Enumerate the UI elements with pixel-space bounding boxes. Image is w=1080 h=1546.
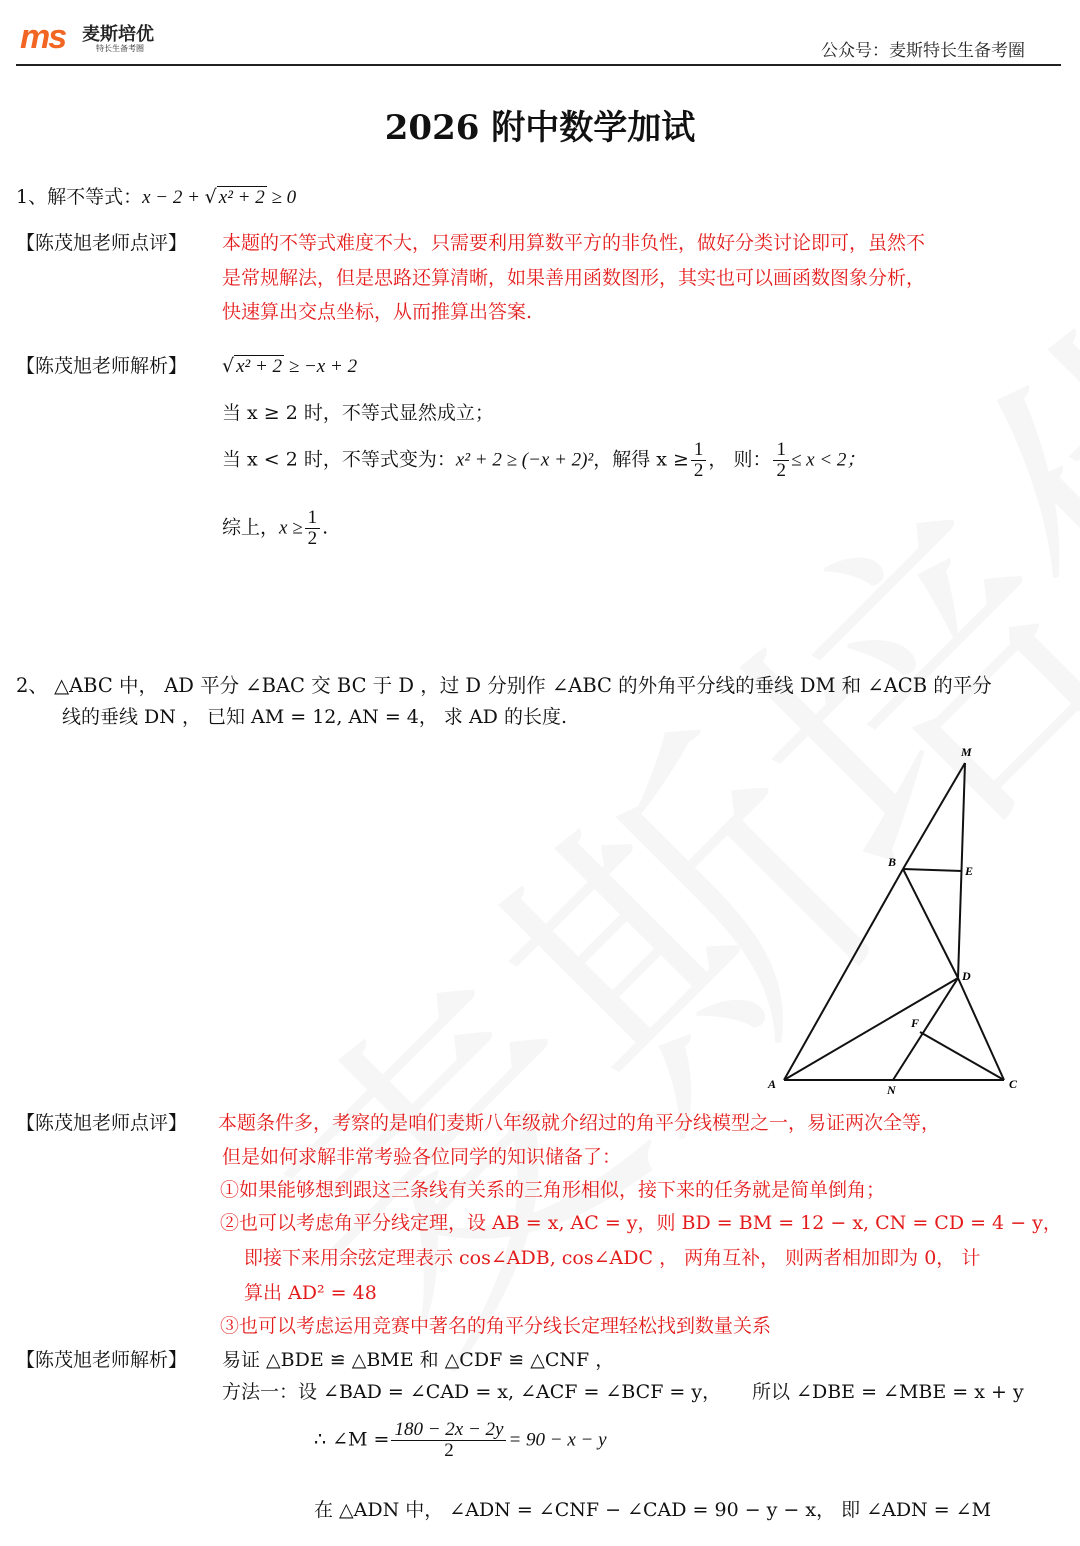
q2-sol-line2b: 所以 ∠DBE = ∠MBE = x + y xyxy=(752,1381,1024,1403)
frac-den: 2 xyxy=(307,527,318,549)
q1-sol-sqrt: x² + 2 xyxy=(236,356,283,377)
q2-sol-line2a: 方法一：设 ∠BAD = ∠CAD = x, ∠ACF = ∠BCF = y， xyxy=(222,1381,722,1403)
segment-be xyxy=(903,869,962,871)
sqrt-icon: √ xyxy=(222,355,235,377)
segment-fc xyxy=(920,1032,1004,1080)
q1-sol3-b: x² + 2 ≥ (−x + 2)² xyxy=(455,449,594,471)
fraction xyxy=(691,440,707,481)
frac-den: 2 xyxy=(444,1439,454,1461)
logo-subtitle: 特长生备考圈 xyxy=(96,44,144,53)
segment-ab xyxy=(784,869,903,1080)
q1-sol-line1 xyxy=(222,357,357,376)
q1-sol-rest: ≥ −x + 2 xyxy=(284,356,358,377)
frac-num: 1 xyxy=(691,440,707,461)
q1-sol-line4 xyxy=(222,508,328,549)
frac-den: 2 xyxy=(776,459,786,481)
q1-comment-tag: 【陈茂旭老师点评】 xyxy=(16,232,188,254)
frac-num: 1 xyxy=(305,508,321,529)
q2-comment-line: 本题条件多，考察的是咱们麦斯八年级就介绍过的角平分线模型之一，易证两次全等， xyxy=(218,1112,941,1134)
q2-comment-line: 但是如何求解非常考验各位同学的知识储备了： xyxy=(222,1146,622,1168)
label-d: D xyxy=(962,969,971,983)
page-title: 2026 附中数学加试 xyxy=(384,108,696,148)
q2-sol3-b: = 90 − x − y xyxy=(508,1429,607,1451)
q2-sol3-a: ∴ ∠M = xyxy=(314,1428,390,1451)
q2-comment-line: ①如果能够想到跟这三条线有关系的三角形相似，接下来的任务就是简单倒角； xyxy=(220,1179,886,1201)
fraction xyxy=(773,440,789,481)
fraction xyxy=(391,1420,506,1461)
q1-sol4-c: . xyxy=(322,516,329,539)
q2-comment-line: ③也可以考虑运用竞赛中著名的角平分线长定理轻松找到数量关系 xyxy=(220,1315,772,1337)
frac-den: 2 xyxy=(693,459,704,481)
header-account: 公众号：麦斯特长生备考圈 xyxy=(821,41,1025,61)
label-b: B xyxy=(888,855,897,869)
q2-comment-line: 算出 AD² = 48 xyxy=(244,1282,377,1304)
q1-expr-b: ≥ 0 xyxy=(266,187,297,208)
q1-sol-line3 xyxy=(222,440,865,481)
label-m: M xyxy=(961,745,972,759)
label-f: F xyxy=(911,1016,920,1030)
q1-solution-tag: 【陈茂旭老师解析】 xyxy=(16,355,188,377)
logo-name: 麦斯培优 xyxy=(82,24,154,45)
segment-bd xyxy=(903,869,958,978)
q1-sol-line2: 当 x ≥ 2 时，不等式显然成立； xyxy=(222,402,494,424)
q1-sol3-d: ， 则： xyxy=(708,448,772,471)
q2-solution-tag: 【陈茂旭老师解析】 xyxy=(16,1349,188,1371)
segment-ad xyxy=(784,978,958,1080)
q2-sol-line1: 易证 △BDE ≌ △BME 和 △CDF ≌ △CNF ， xyxy=(222,1349,615,1371)
label-n: N xyxy=(887,1083,896,1097)
q1-sol4-a: 综上， xyxy=(222,516,280,539)
segment-nd xyxy=(893,978,958,1080)
q1-expr-a: x − 2 + xyxy=(142,187,205,208)
q1-sol3-c: ，解得 x ≥ xyxy=(593,448,689,471)
q1-number: 1、解不等式： xyxy=(16,186,143,208)
q1-statement xyxy=(16,188,296,207)
q1-sol4-b: x ≥ xyxy=(279,517,303,539)
q2-comment-line: 即接下来用余弦定理表示 cos∠ADB, cos∠ADC ， 两角互补， 则两者相加即为 0， 计 xyxy=(244,1247,981,1269)
q1-comment-line: 快速算出交点坐标，从而推算出答案. xyxy=(222,301,533,323)
segment-bm xyxy=(903,763,965,869)
sqrt-icon: √ xyxy=(204,186,217,208)
segment-dc xyxy=(958,978,1004,1080)
q2-comment-tag: 【陈茂旭老师点评】 xyxy=(16,1112,188,1134)
q1-sol3-e: ≤ x < 2； xyxy=(790,449,866,471)
geometry-figure xyxy=(760,740,1030,1100)
q2-statement-line2: 线的垂线 DN ， 已知 AM = 12, AN = 4， 求 AD 的长度. xyxy=(62,706,567,728)
fraction xyxy=(305,508,321,549)
q2-sol-line4: 在 △ADN 中， ∠ADN = ∠CNF − ∠CAD = 90 − y − x， 即 ∠ADN = ∠M xyxy=(314,1499,992,1521)
label-a: A xyxy=(768,1077,777,1091)
logo-mark: ms xyxy=(20,18,66,56)
q2-comment-line: ②也可以考虑角平分线定理，设 AB = x, AC = y，则 BD = BM = 12 − x, CN = CD = 4 − y， xyxy=(220,1212,1062,1234)
q1-comment-line: 是常规解法，但是思路还算清晰，如果善用函数图形，其实也可以画函数图象分析， xyxy=(222,267,926,289)
frac-num: 1 xyxy=(773,440,789,461)
q2-sol-line3 xyxy=(314,1420,607,1461)
q1-comment-line: 本题的不等式难度不大，只需要利用算数平方的非负性，做好分类讨论即可，虽然不 xyxy=(222,232,926,254)
label-e: E xyxy=(965,864,974,878)
q1-sqrt: x² + 2 xyxy=(218,187,265,208)
label-c: C xyxy=(1009,1077,1018,1091)
frac-num: 180 − 2x − 2y xyxy=(391,1420,506,1441)
header-divider xyxy=(16,64,1061,66)
q1-sol3-a: 当 x < 2 时，不等式变为： xyxy=(222,448,456,471)
q2-statement-line1: 2、 △ABC 中， AD 平分 ∠BAC 交 BC 于 D ，过 D 分别作 ∠ABC 的外角平分线的垂线 DM 和 ∠ACB 的平分 xyxy=(16,674,992,697)
